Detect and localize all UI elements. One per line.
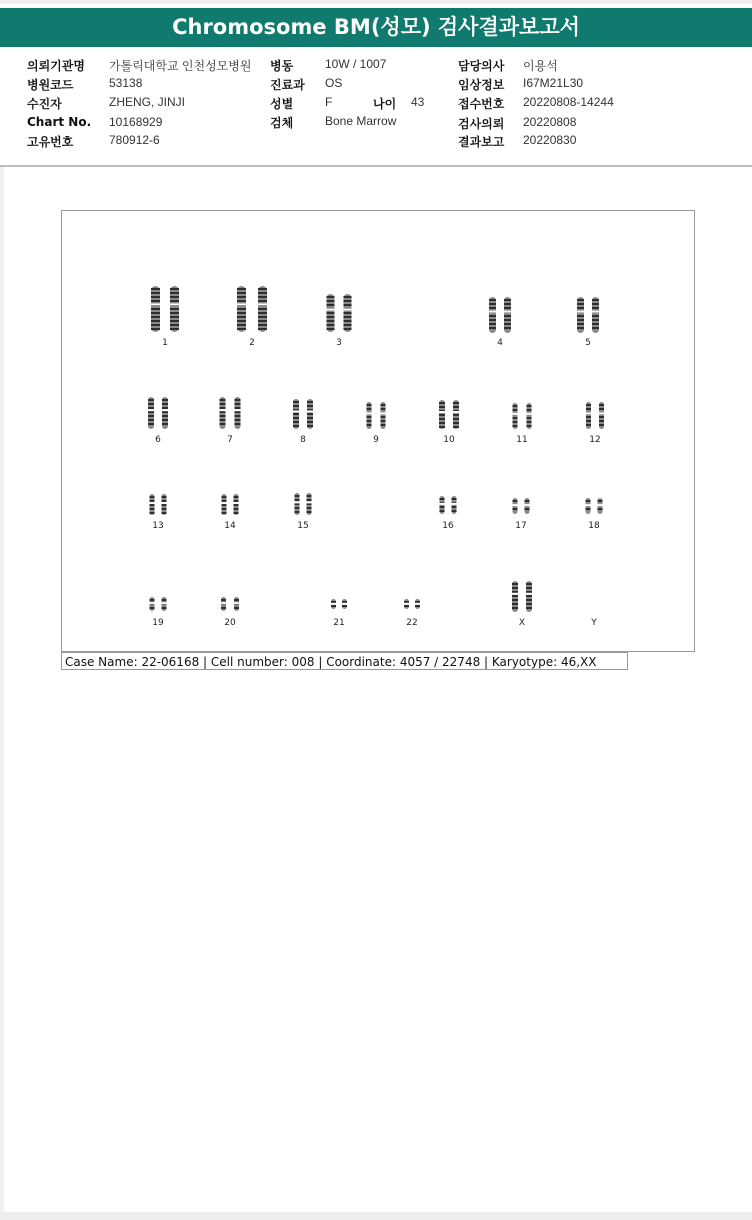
clinical-value: I67M21L30 [523,76,584,90]
specimen-label: 검체 [270,116,294,130]
chromosome-pair-14 [216,494,244,515]
chromosome-label-3: 3 [336,338,342,348]
chromosome-pair-6 [142,397,174,429]
chromosome-label-15: 15 [297,521,309,531]
header-divider [0,165,752,167]
dept-value: OS [325,76,343,90]
chromosome-label-17: 17 [515,521,527,531]
chromosome-label-6: 6 [155,435,161,445]
report-title: Chromosome BM(성모) 검사결과보고서 [0,8,752,47]
doctor-label: 담당의사 [458,59,505,73]
dept-label: 진료과 [270,78,305,92]
chromosome-label-8: 8 [300,435,306,445]
hospital-code-value: 53138 [109,76,143,90]
chromosome-label-X: X [518,618,526,628]
ward-label: 병동 [270,59,294,73]
chromosome-label-14: 14 [224,521,236,531]
hospital-code-label: 병원코드 [27,78,74,92]
chromosome-pair-X [506,581,538,612]
chromosome-label-18: 18 [588,521,600,531]
specimen-value: Bone Marrow [325,114,397,128]
chromosome-pair-16 [434,496,462,514]
chromosome-pair-18 [580,498,608,514]
karyogram-image [61,210,695,652]
patient-label: 수진자 [27,97,62,111]
chromosome-label-10: 10 [443,435,455,445]
chromosome-label-16: 16 [442,521,454,531]
left-gutter [0,167,4,1212]
institution-label: 의뢰기관명 [27,59,85,73]
chromosome-label-13: 13 [152,521,164,531]
chromosome-pair-11 [506,403,538,429]
chromosome-label-22: 22 [406,618,418,628]
request-value: 20220808 [523,115,577,129]
patient-info-panel [0,48,752,164]
sex-label: 성별 [270,97,294,111]
chromosome-pair-19 [144,597,172,611]
bottom-strip [0,1212,752,1220]
chromosome-pair-9 [360,402,392,429]
chromosome-pair-12 [580,402,610,429]
result-report-label: 결과보고 [458,135,505,149]
chromosome-label-11: 11 [516,435,528,445]
chromosome-label-7: 7 [227,435,233,445]
chromosome-pair-3 [320,294,358,332]
receipt-value: 20220808-14244 [523,95,614,109]
chromosome-label-1: 1 [162,338,168,348]
chromosome-pair-1 [144,286,186,332]
chromosome-pair-8 [287,399,319,429]
chromosome-label-2: 2 [249,338,255,348]
unique-no-label: 고유번호 [27,135,74,149]
chromosome-label-5: 5 [585,338,591,348]
receipt-label: 접수번호 [458,97,505,111]
chromosome-pair-13 [144,494,172,515]
top-strip [0,0,752,4]
chart-no-label: Chart No. [27,115,92,129]
karyotype-caption: Case Name: 22-06168 | Cell number: 008 | Coordinate: 4057 / 22748 | Karyotype: 46,XX [61,652,628,670]
chromosome-pair-4 [483,297,517,333]
chromosome-label-19: 19 [152,618,164,628]
request-label: 검사의뢰 [458,117,505,131]
chromosome-pair-10 [433,400,465,429]
chromosome-pair-5 [571,297,605,333]
chromosome-pair-20 [215,597,245,611]
patient-value: ZHENG, JINJI [109,95,186,109]
ward-value: 10W / 1007 [325,57,387,71]
chromosome-pair-7 [213,397,247,429]
age-value: 43 [411,95,425,109]
chromosome-pair-2 [229,286,275,332]
age-label: 나이 [373,97,397,111]
doctor-value: 이용석 [523,59,558,73]
chart-no-value: 10168929 [109,115,163,129]
institution-value: 가톨릭대학교 인천성모병원 [109,59,252,73]
clinical-label: 임상정보 [458,78,505,92]
result-report-value: 20220830 [523,133,577,147]
chromosome-label-21: 21 [333,618,345,628]
chromosome-pair-17 [507,498,535,514]
chromosome-pair-15 [289,493,317,515]
unique-no-value: 780912-6 [109,133,160,147]
chromosome-label-9: 9 [373,435,379,445]
chromosome-label-20: 20 [224,618,236,628]
chromosome-pair-21 [326,599,352,609]
chromosome-label-Y: Y [591,618,597,628]
chromosome-pair-22 [399,599,425,609]
chromosome-label-12: 12 [589,435,601,445]
chromosome-label-4: 4 [497,338,503,348]
sex-value: F [325,95,333,109]
